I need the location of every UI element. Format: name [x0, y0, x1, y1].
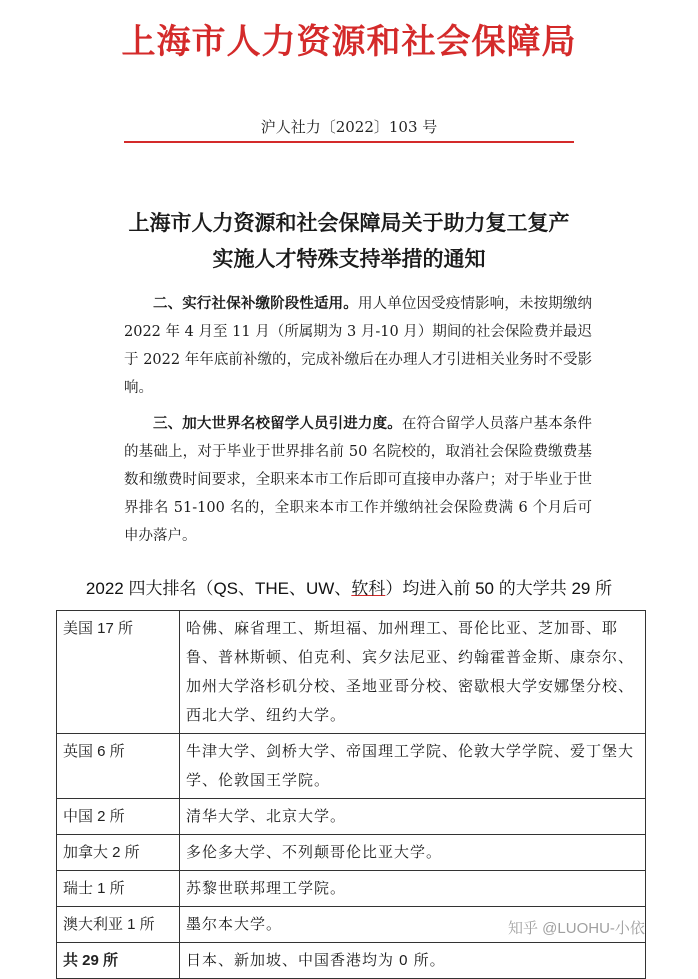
table-row [57, 835, 646, 871]
total-count-cell: 共 29 所 [57, 943, 180, 979]
ranking-title-prefix: 2022 四大排名（QS、THE、UW、 [85, 579, 352, 598]
paragraph-body: 在符合留学人员落户基本条件的基础上，对于毕业于世界排名前 50 名院校的，取消社会保险费缴费基数和缴费时间要求，全职来本市工作后即可直接申办落户；对于毕业于世界排名 51-100 名的，全职来本市工作并缴纳社会保险费满 6 个月后可申办落户。 [124, 416, 592, 544]
red-divider [124, 141, 574, 143]
ranking-title-suffix: ）均进入前 50 的大学共 29 所 [385, 579, 613, 598]
country-cell: 中国 2 所 [57, 799, 180, 835]
bureau-header-title: 上海市人力资源和社会保障局 [121, 22, 577, 62]
table-row [57, 871, 646, 907]
table-row [57, 799, 646, 835]
universities-cell: 清华大学、北京大学。 [180, 799, 646, 835]
universities-cell: 日本、新加坡、中国香港均为 0 所。 [180, 943, 646, 979]
country-cell: 美国 17 所 [57, 611, 180, 734]
universities-cell: 多伦多大学、不列颠哥伦比亚大学。 [180, 835, 646, 871]
universities-cell: 苏黎世联邦理工学院。 [180, 871, 646, 907]
country-cell: 澳大利亚 1 所 [57, 907, 180, 943]
document-number: 沪人社力〔2022〕103 号 [260, 118, 438, 136]
paragraph-social-insurance [124, 290, 592, 402]
universities-cell: 牛津大学、剑桥大学、帝国理工学院、伦敦大学学院、爱丁堡大学、伦敦国王学院。 [180, 734, 646, 799]
paragraph-overseas-talent [124, 410, 592, 550]
notice-title-line-2: 实施人才特殊支持举措的通知 [212, 246, 486, 271]
notice-title-line-1: 上海市人力资源和社会保障局关于助力复工复产 [128, 210, 570, 235]
table-row [57, 734, 646, 799]
country-cell: 瑞士 1 所 [57, 871, 180, 907]
table-row [57, 611, 646, 734]
zhihu-watermark: 知乎 @LUOHU-小依 [508, 920, 645, 937]
universities-cell: 哈佛、麻省理工、斯坦福、加州理工、哥伦比亚、芝加哥、耶鲁、普林斯顿、伯克利、宾夕法尼亚、约翰霍普金斯、康奈尔、加州大学洛杉矶分校、圣地亚哥分校、密歇根大学安娜堡分校、西北大学、纽约大学。 [180, 611, 646, 734]
paragraph-heading: 二、实行社保补缴阶段性适用。 [153, 295, 358, 312]
notice-title [0, 205, 698, 277]
universities-cell: 墨尔本大学。 [180, 907, 646, 943]
paragraph-body: 用人单位因受疫情影响，未按期缴纳 2022 年 4 月至 11 月（所属期为 3 月-10 月）期间的社会保险费并最迟于 2022 年年底前补缴的，完成补缴后在办理人才引进相关业务时不受影响。 [124, 296, 593, 396]
country-cell: 英国 6 所 [57, 734, 180, 799]
paragraph-heading: 三、加大世界名校留学人员引进力度。 [153, 415, 402, 432]
ranking-title [0, 574, 698, 599]
ranking-title-underlined: 软科 [351, 579, 386, 598]
table-row-total [57, 943, 646, 979]
country-cell: 加拿大 2 所 [57, 835, 180, 871]
